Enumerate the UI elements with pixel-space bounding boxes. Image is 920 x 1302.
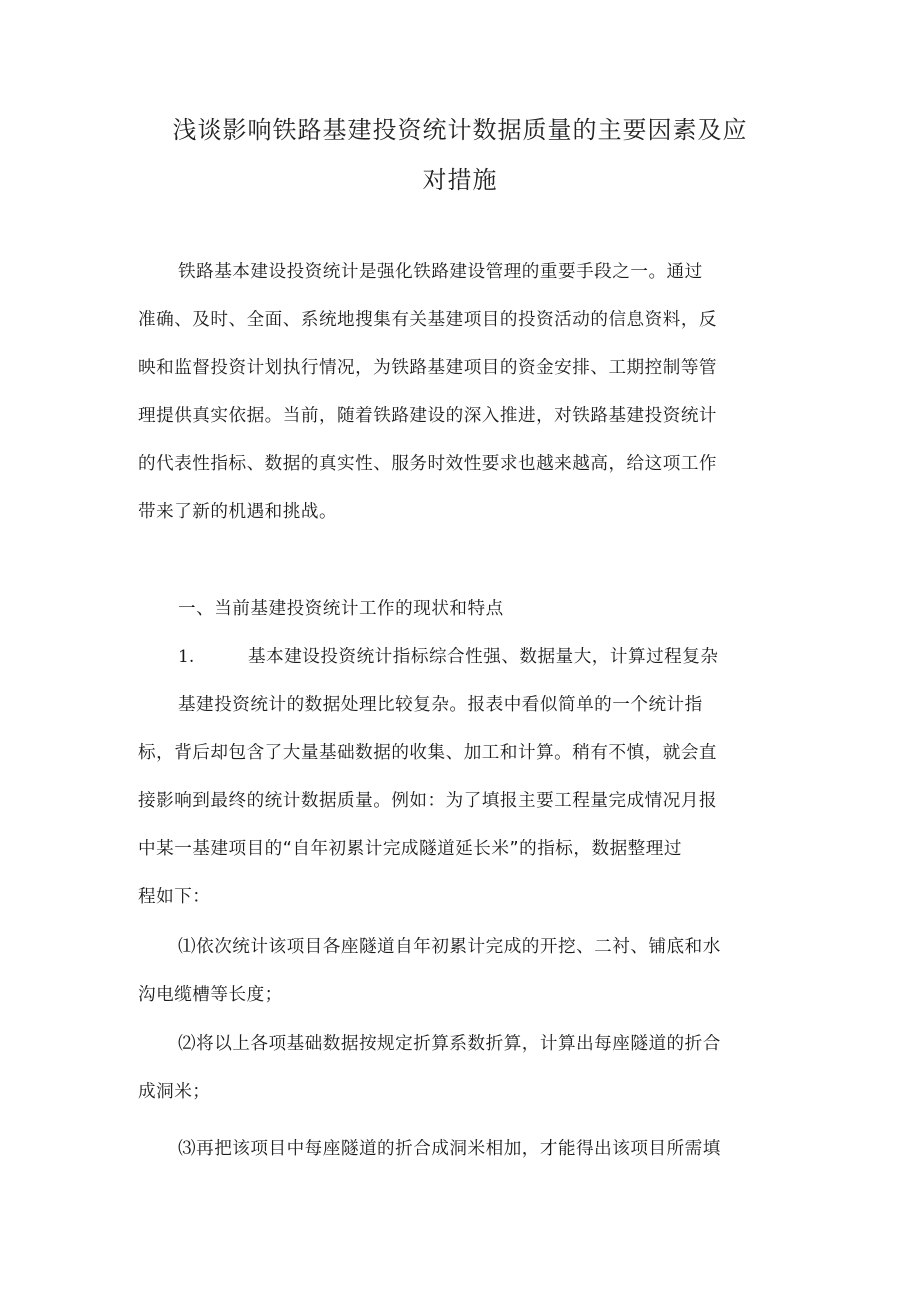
intro-line-1: 铁路基本建设投资统计是强化铁路建设管理的重要手段之一。通过 (178, 262, 703, 282)
para2-line-3: 接影响到最终的统计数据质量。例如：为了填报主要工程量完成情况月报 (138, 791, 718, 811)
step1-line-2: 沟电缆槽等长度； (138, 985, 283, 1005)
document-title-line-2: 对措施 (422, 166, 498, 194)
item-text: 基本建设投资统计指标综合性强、数据量大，计算过程复杂 (248, 647, 719, 667)
para2-line-1: 基建投资统计的数据处理比较复杂。报表中看似简单的一个统计指 (178, 695, 703, 715)
para2-line-2: 标，背后却包含了大量基础数据的收集、加工和计算。稍有不慎，就会直 (138, 743, 718, 763)
step2-line-2: 成洞米； (138, 1082, 211, 1102)
section-heading: 一、当前基建投资统计工作的现状和特点 (178, 599, 504, 619)
intro-line-3: 映和监督投资计划执行情况，为铁路基建项目的资金安排、工期控制等管 (138, 358, 718, 378)
step3-line-1: ⑶再把该项目中每座隧道的折合成洞米相加，才能得出该项目所需填 (178, 1139, 721, 1159)
item-number: 1. (178, 647, 195, 667)
step1-line-1: ⑴依次统计该项目各座隧道自年初累计完成的开挖、二衬、铺底和水 (178, 937, 721, 957)
intro-line-5: 的代表性指标、数据的真实性、服务时效性要求也越来越高，给这项工作 (138, 454, 718, 474)
intro-line-6: 带来了新的机遇和挑战。 (138, 502, 338, 522)
para2-line-5: 程如下： (138, 887, 211, 907)
intro-line-2: 准确、及时、全面、系统地搜集有关基建项目的投资活动的信息资料，反 (138, 310, 718, 330)
step2-line-1: ⑵将以上各项基础数据按规定折算系数折算，计算出每座隧道的折合 (178, 1034, 721, 1054)
intro-line-4: 理提供真实依据。当前，随着铁路建设的深入推进，对铁路基建投资统计 (138, 406, 718, 426)
para2-line-4: 中某一基建项目的“自年初累计完成隧道延长米”的指标，数据整理过 (138, 839, 682, 859)
document-title-line-1: 浅谈影响铁路基建投资统计数据质量的主要因素及应 (172, 116, 748, 144)
